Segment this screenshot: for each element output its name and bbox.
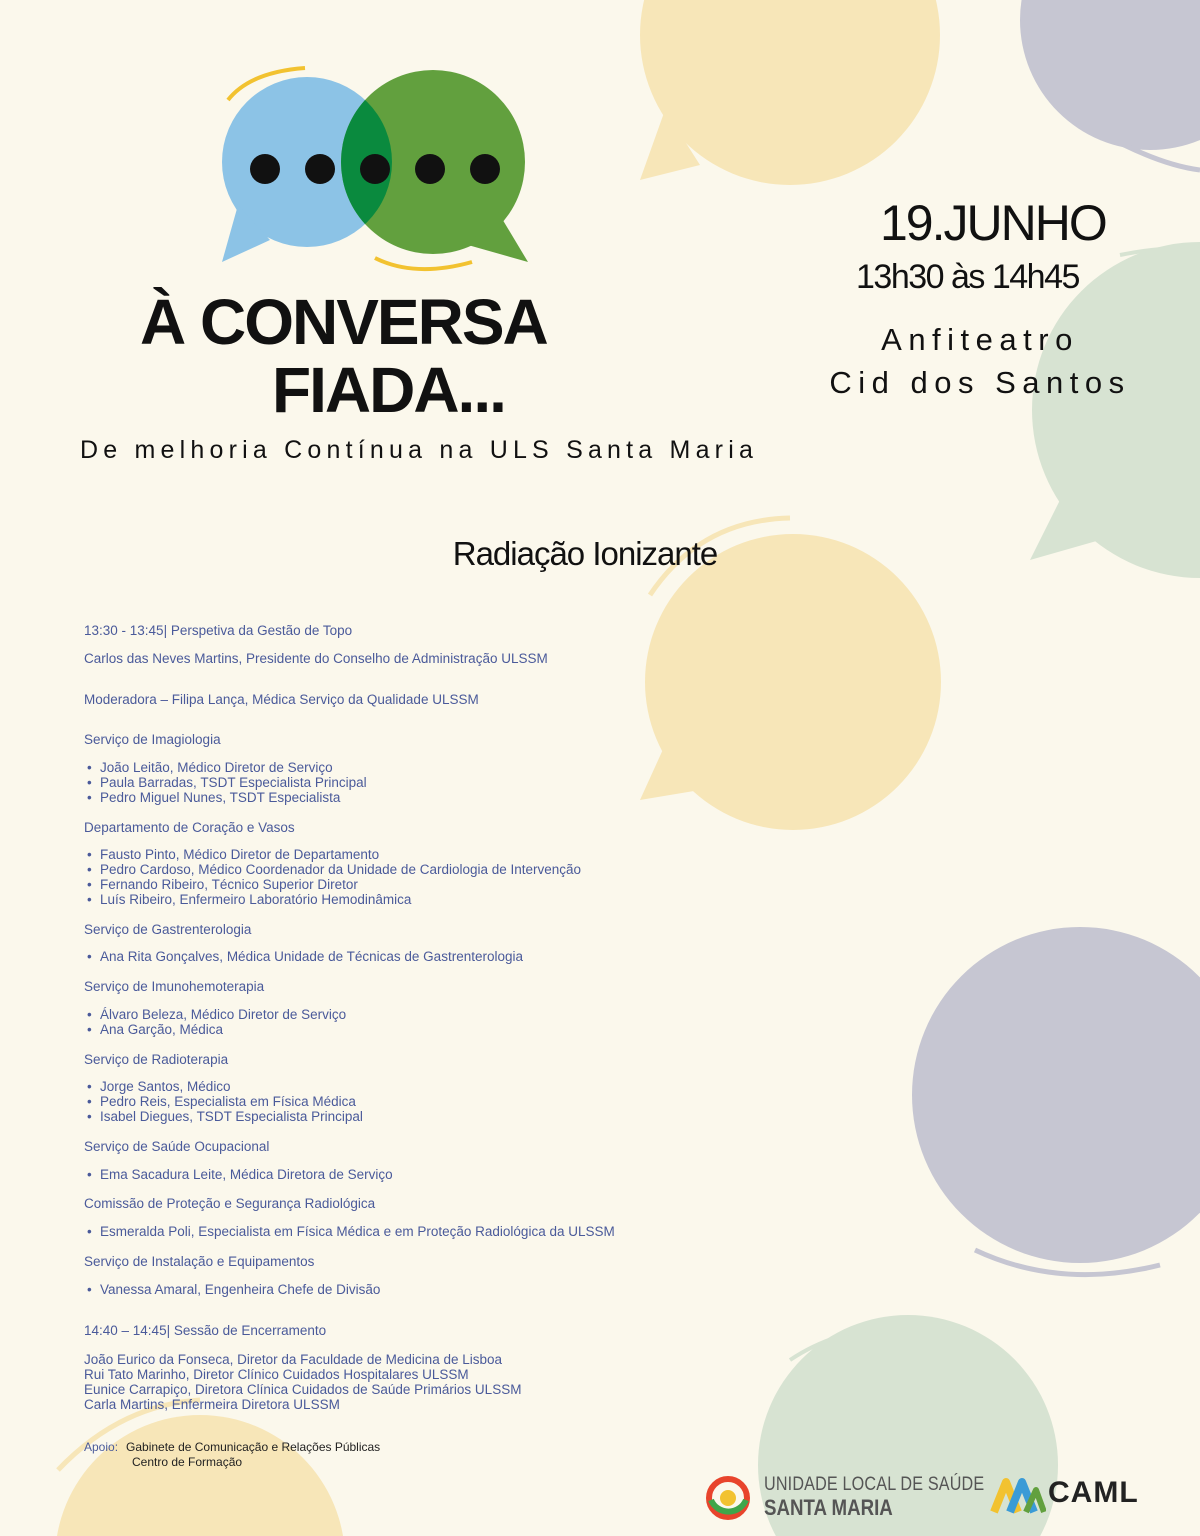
section-list [84, 1283, 804, 1298]
section-title: Departamento de Coração e Vasos [84, 819, 295, 835]
section-title: Comissão de Proteção e Segurança Radiológica [84, 1196, 376, 1212]
list-item: • Pedro Miguel Nunes, TSDT Especialista [84, 791, 804, 806]
event-date: 19.JUNHO [880, 195, 1106, 251]
program [84, 624, 804, 1413]
list-item: • João Leitão, Médico Diretor de Serviço [84, 761, 804, 776]
section-list [84, 1008, 804, 1038]
section-title: Serviço de Radioterapia [84, 1051, 229, 1067]
event-time: 13h30 às 14h45 [856, 258, 1079, 296]
section-title: Serviço de Saúde Ocupacional [84, 1138, 270, 1154]
opening-speaker: Carlos das Neves Martins, Presidente do Conselho de Administração ULSSM [84, 650, 548, 666]
list-item: • Isabel Diegues, TSDT Especialista Principal [84, 1110, 804, 1125]
uls-santa-maria-logo [706, 1474, 985, 1522]
uls-logo-line-2: SANTA MARIA [764, 1495, 893, 1520]
gray-bubble-bottom-right [912, 927, 1200, 1275]
section-list [84, 1080, 804, 1124]
caml-emblem-icon [990, 1476, 1046, 1516]
section-list [84, 950, 804, 965]
section-title: Serviço de Gastrenterologia [84, 921, 252, 937]
speech-bubbles-logo [215, 60, 535, 280]
list-item: • Ema Sacadura Leite, Médica Diretora de Serviço [84, 1168, 804, 1183]
support-label: Apoio: [84, 1440, 119, 1454]
list-item: • Pedro Cardoso, Médico Coordenador da Unidade de Cardiologia de Intervenção [84, 863, 804, 878]
list-item: • Jorge Santos, Médico [84, 1080, 804, 1095]
caml-logo [990, 1472, 1150, 1522]
gray-bubble-top-right [1020, 0, 1200, 170]
yellow-bubble-top [640, 0, 940, 185]
support-line-2: Centro de Formação [132, 1455, 243, 1469]
uls-logo-line-1: UNIDADE LOCAL DE SAÚDE [764, 1474, 985, 1495]
list-item: • Vanessa Amaral, Engenheira Chefe de Divisão [84, 1283, 804, 1298]
section-list [84, 1225, 804, 1240]
section-title: Serviço de Imagiologia [84, 732, 221, 748]
support-line-1: Gabinete de Comunicação e Relações Públicas [126, 1440, 381, 1454]
list-item: • Fausto Pinto, Médico Diretor de Departamento [84, 848, 804, 863]
venue-line-2: Cid dos Santos [829, 365, 1131, 400]
closing-speaker: Eunice Carrapiço, Diretora Clínica Cuidados de Saúde Primários ULSSM [84, 1381, 522, 1397]
list-item: • Fernando Ribeiro, Técnico Superior Diretor [84, 878, 804, 893]
event-venue [790, 318, 1170, 404]
list-item: • Álvaro Beleza, Médico Diretor de Serviço [84, 1008, 804, 1023]
moderator: Moderadora – Filipa Lança, Médica Serviço da Qualidade ULSSM [84, 691, 479, 707]
list-item: • Ana Rita Gonçalves, Médica Unidade de Técnicas de Gastrenterologia [84, 950, 804, 965]
list-item: • Luís Ribeiro, Enfermeiro Laboratório Hemodinâmica [84, 893, 804, 908]
list-item: • Paula Barradas, TSDT Especialista Principal [84, 776, 804, 791]
uls-emblem-icon [706, 1476, 750, 1520]
section-list [84, 1168, 804, 1183]
closing-speaker: Carla Martins, Enfermeira Diretora ULSSM [84, 1396, 340, 1412]
event-title [140, 288, 560, 424]
event-subtitle: De melhoria Contínua na ULS Santa Maria [80, 436, 759, 464]
yellow-arc-bottom [375, 258, 472, 269]
closing-speakers [84, 1353, 804, 1412]
list-item: • Pedro Reis, Especialista em Física Médica [84, 1095, 804, 1110]
title-line-2: FIADA... [272, 354, 505, 426]
session-theme: Radiação Ionizante [452, 535, 718, 572]
list-item: • Esmeralda Poli, Especialista em Física Médica e em Proteção Radiológica da ULSSM [84, 1225, 804, 1240]
caml-logo-text: CAML [1048, 1476, 1139, 1509]
section-list [84, 848, 804, 907]
opening-heading: 13:30 - 13:45| Perspetiva da Gestão de Topo [84, 623, 353, 638]
venue-line-1: Anfiteatro [881, 322, 1079, 357]
section-title: Serviço de Instalação e Equipamentos [84, 1253, 315, 1269]
section-list [84, 761, 804, 805]
section-title: Serviço de Imunohemoterapia [84, 979, 265, 995]
support-credits [84, 1440, 380, 1470]
list-item: • Ana Garção, Médica [84, 1023, 804, 1038]
closing-heading: 14:40 – 14:45| Sessão de Encerramento [84, 1322, 327, 1338]
title-line-1: À CONVERSA [140, 286, 547, 358]
closing-speaker: João Eurico da Fonseca, Diretor da Faculdade de Medicina de Lisboa [84, 1352, 502, 1368]
closing-speaker: Rui Tato Marinho, Diretor Clínico Cuidados Hospitalares ULSSM [84, 1367, 469, 1383]
